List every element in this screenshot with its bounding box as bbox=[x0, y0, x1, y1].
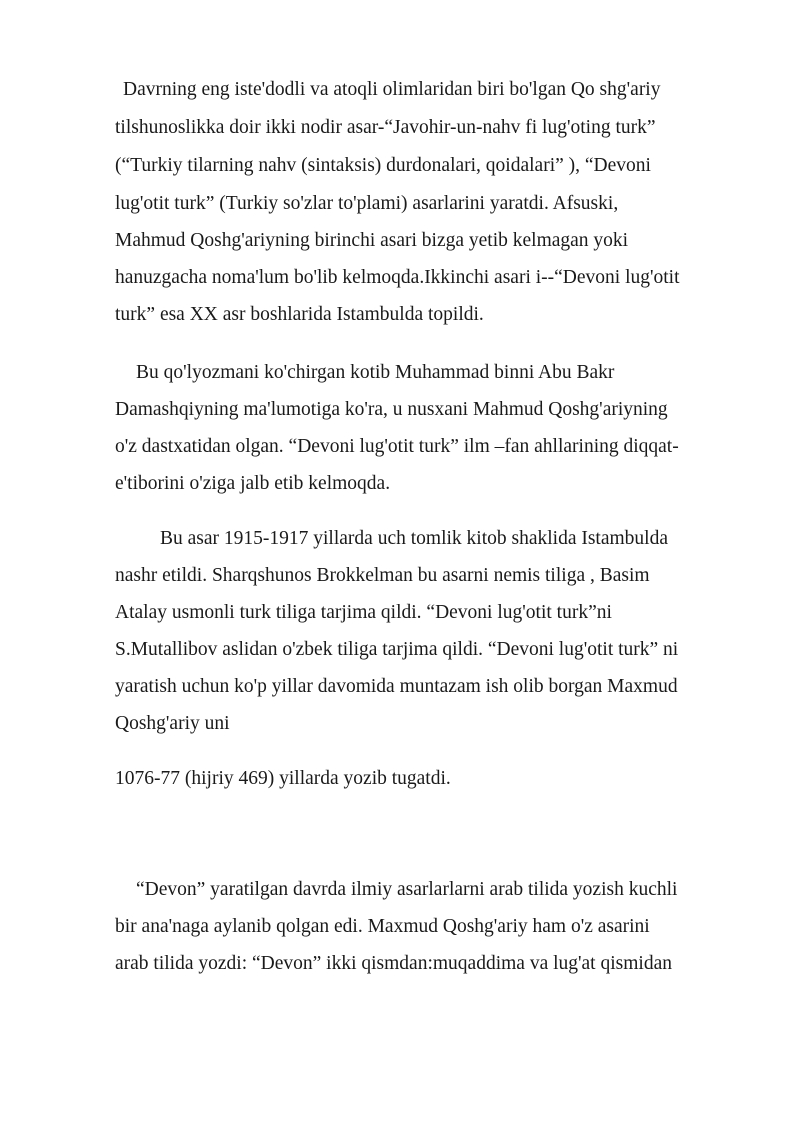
text-line: arab tilida yozdi: “Devon” ikki qismdan:muqaddima va lug'at qismidan bbox=[115, 953, 672, 974]
text-line: lug'otit turk” (Turkiy so'zlar to'plami) asarlarini yaratdi. Afsuski, bbox=[115, 193, 619, 214]
text-line: hanuzgacha noma'lum bo'lib kelmoqda.Ikkinchi asari i--“Devoni lug'otit bbox=[115, 267, 680, 288]
text-line: Mahmud Qoshg'ariyning birinchi asari bizga yetib kelmagan yoki bbox=[115, 230, 629, 251]
text-line: bir ana'naga aylanib qolgan edi. Maxmud Qoshg'ariy ham o'z asarini bbox=[115, 916, 650, 937]
text-line: Atalay usmonli turk tiliga tarjima qildi. “Devoni lug'otit turk”ni bbox=[115, 602, 612, 623]
text-line: turk” esa XX asr boshlarida Istambulda topildi. bbox=[115, 304, 484, 325]
text-line: tilshunoslikka doir ikki nodir asar-“Javohir-un-nahv fi lug'oting turk” bbox=[115, 117, 656, 138]
text-line: 1076-77 (hijriy 469) yillarda yozib tugatdi. bbox=[115, 768, 451, 789]
text-line: Bu asar 1915-1917 yillarda uch tomlik kitob shaklida Istambulda bbox=[160, 528, 668, 549]
text-line: yaratish uchun ko'p yillar davomida muntazam ish olib borgan Maxmud bbox=[115, 676, 678, 697]
text-line: e'tiborini o'ziga jalb etib kelmoqda. bbox=[115, 473, 391, 494]
text-line: Davrning eng iste'dodli va atoqli olimlaridan biri bo'lgan Qo shg'ariy bbox=[123, 79, 661, 100]
text-line: Damashqiyning ma'lumotiga ko'ra, u nusxani Mahmud Qoshg'ariyning bbox=[115, 399, 668, 420]
text-line: o'z dastxatidan olgan. “Devoni lug'otit turk” ilm –fan ahllarining diqqat- bbox=[115, 436, 679, 457]
text-line: Bu qo'lyozmani ko'chirgan kotib Muhammad binni Abu Bakr bbox=[136, 362, 615, 383]
text-line: “Devon” yaratilgan davrda ilmiy asarlarlarni arab tilida yozish kuchli bbox=[136, 879, 678, 900]
text-line: S.Mutallibov aslidan o'zbek tiliga tarjima qildi. “Devoni lug'otit turk” ni bbox=[115, 639, 679, 660]
text-line: (“Turkiy tilarning nahv (sintaksis) durdonalari, qoidalari” ), “Devoni bbox=[115, 155, 651, 176]
text-line: Qoshg'ariy uni bbox=[115, 713, 230, 734]
text-line: nashr etildi. Sharqshunos Brokkelman bu asarni nemis tiliga , Basim bbox=[115, 565, 650, 586]
